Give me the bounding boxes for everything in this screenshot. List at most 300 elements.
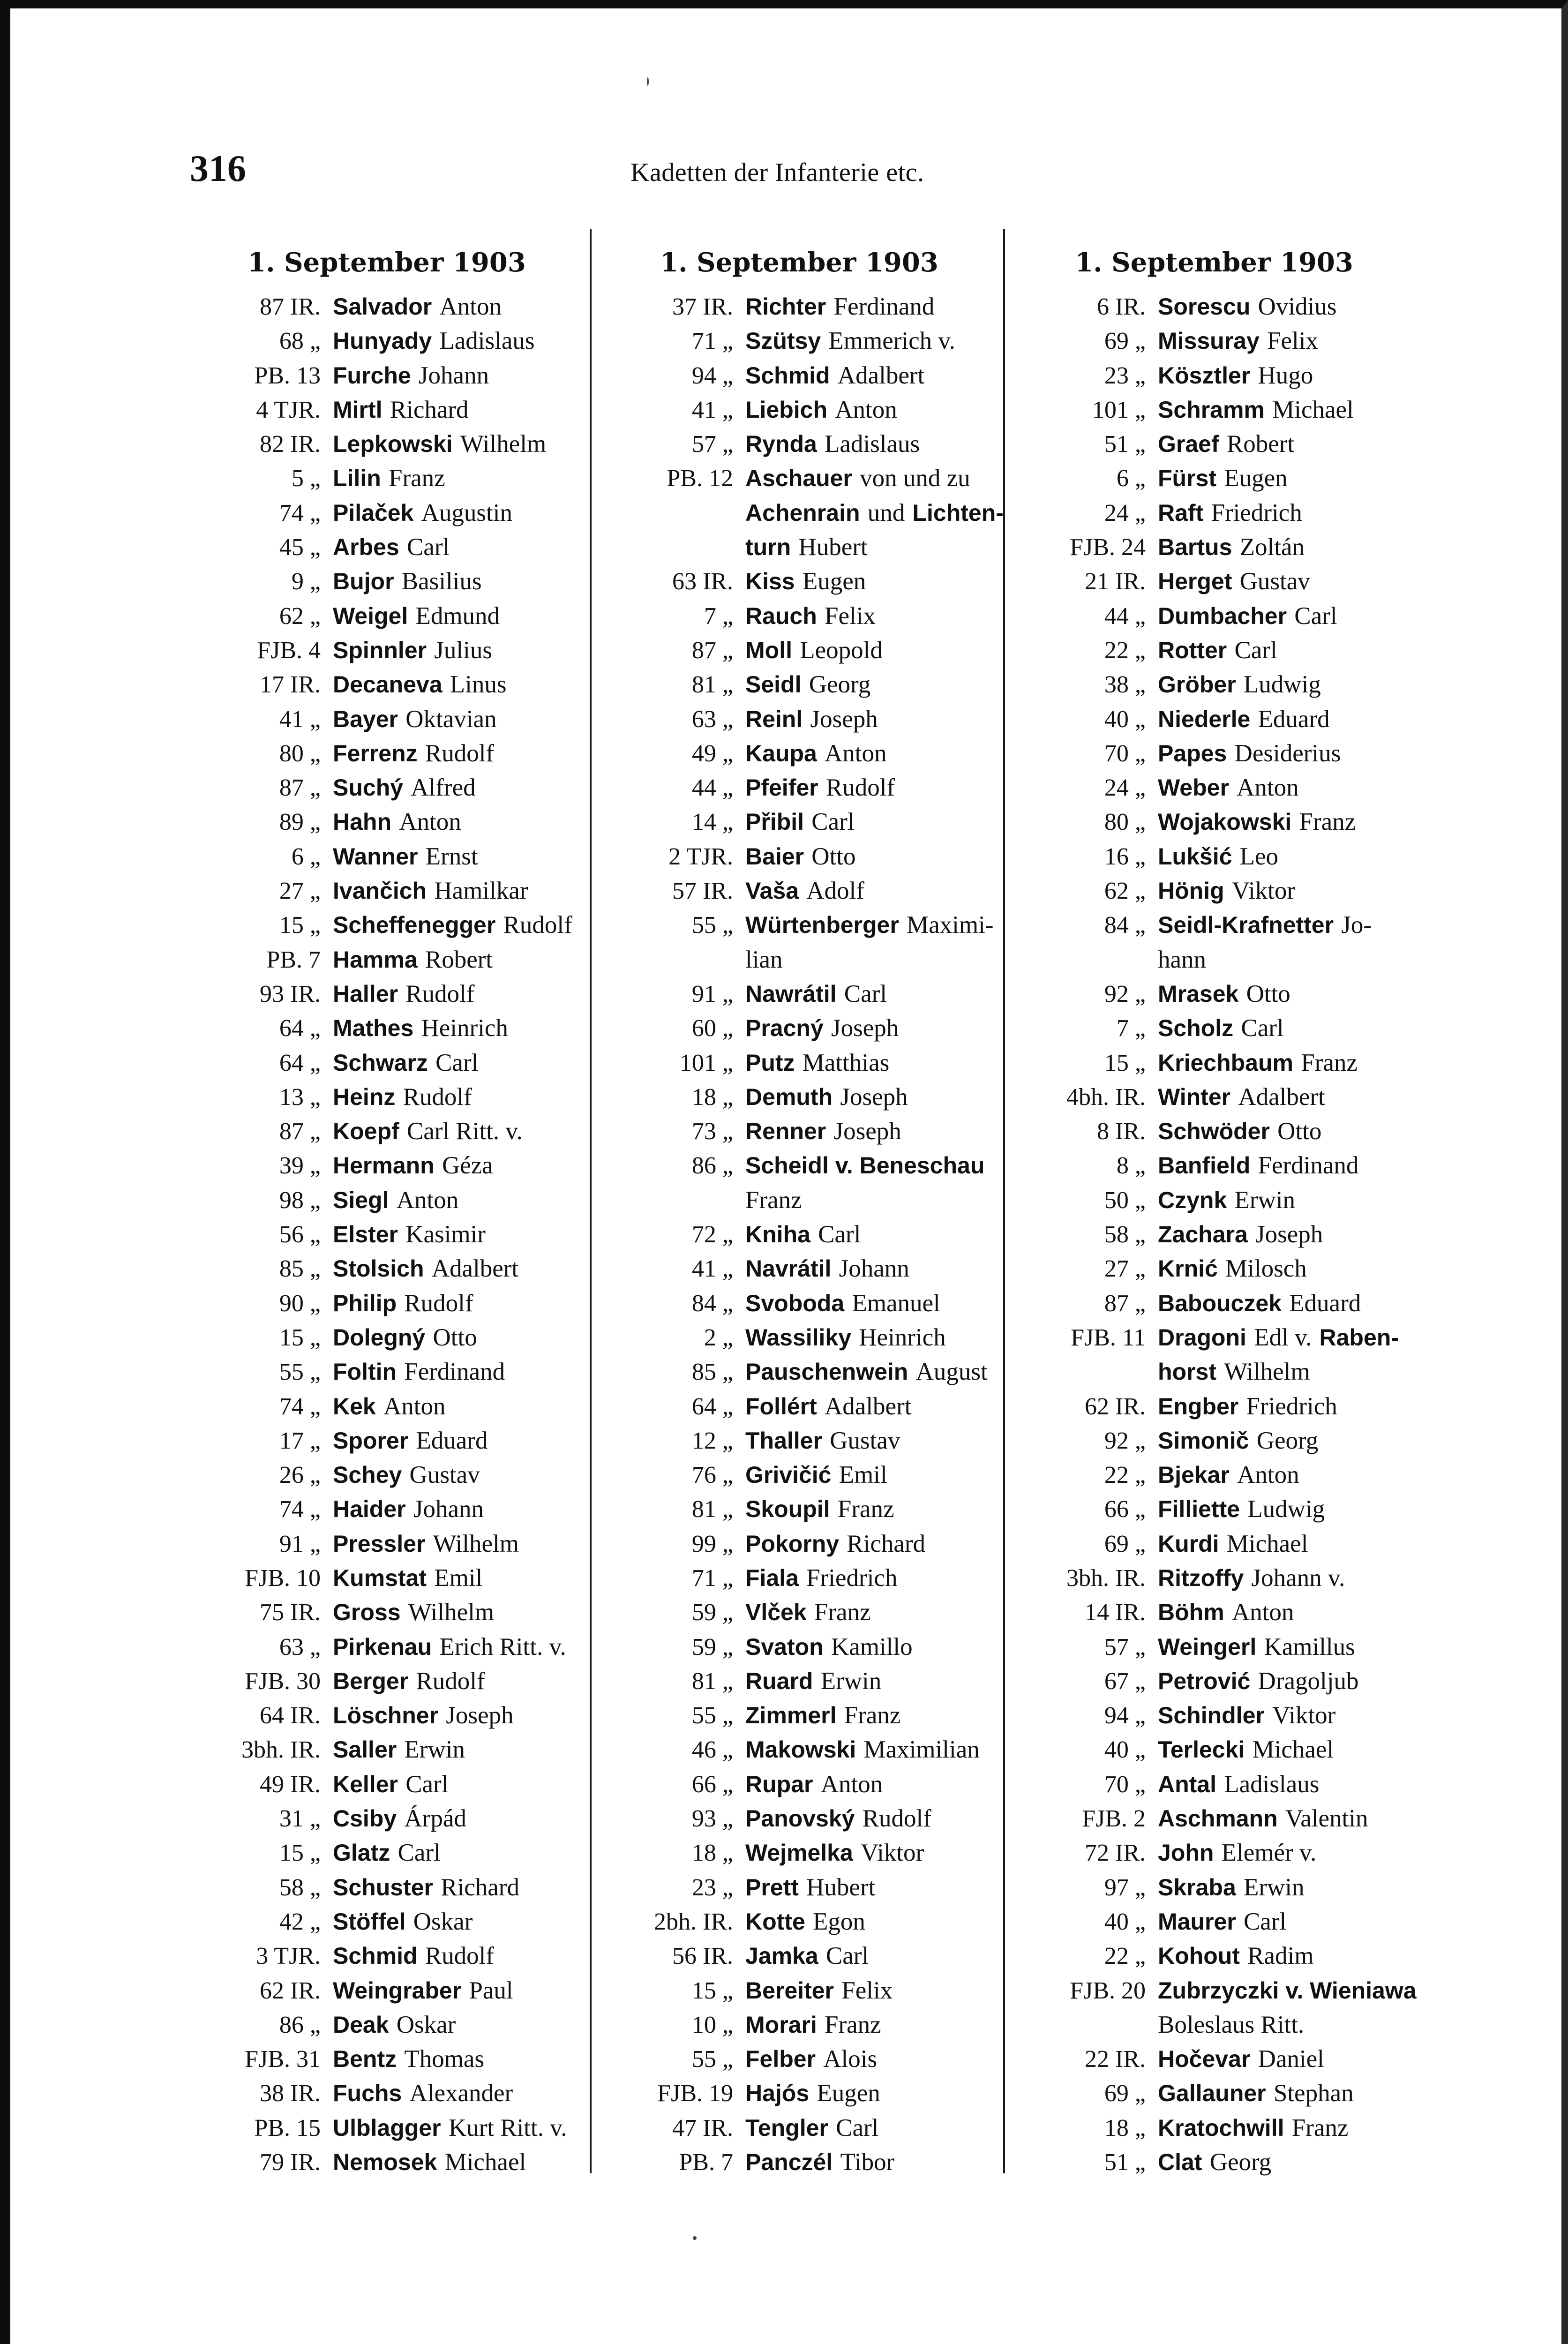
list-item [188, 1080, 586, 1114]
list-item [188, 1974, 586, 2008]
surname: Foltin [333, 1359, 397, 1385]
unit-designation: 74 „ [279, 1393, 321, 1420]
surname: Fuchs [333, 2080, 402, 2107]
surname: Decaneva [333, 671, 443, 698]
name-entry [745, 359, 924, 393]
unit-designation: 8 „ [1116, 1152, 1146, 1180]
given-name: Anton [439, 293, 502, 320]
list-item [1013, 771, 1416, 805]
list-item [600, 1424, 998, 1458]
surname: Pauschenwein [745, 1359, 908, 1385]
surname: Siegl [333, 1187, 389, 1213]
given-name: Adolf [806, 877, 864, 905]
list-item [188, 359, 586, 393]
surname: Lepkowski [333, 431, 453, 458]
unit-designation: 44 „ [1104, 602, 1146, 630]
given-name: Rudolf [403, 1083, 472, 1111]
surname: Czynk [1158, 1187, 1227, 1213]
name-entry [1158, 427, 1294, 461]
given-name: Eduard [1289, 1289, 1361, 1317]
surname: Makowski [745, 1736, 856, 1763]
unit-designation: 67 „ [1104, 1668, 1146, 1695]
surname: Dragoni [1158, 1324, 1246, 1351]
name-entry [333, 874, 528, 908]
name-entry [333, 2145, 526, 2179]
surname: Graef [1158, 431, 1219, 458]
page-number: 316 [190, 148, 246, 189]
name-entry [745, 1767, 883, 1802]
given-name: Kamillus [1264, 1633, 1355, 1660]
name-entry [1158, 1390, 1337, 1424]
given-name: Joseph [833, 1118, 901, 1145]
list-item [600, 805, 998, 839]
list-item [1013, 1149, 1416, 1183]
name-entry [1158, 359, 1313, 393]
name-entry [333, 2076, 513, 2111]
unit-designation: 64 „ [279, 1049, 321, 1076]
unit-designation: 7 „ [704, 602, 733, 630]
list-item [600, 874, 998, 908]
surname: Bjekar [1158, 1462, 1230, 1488]
surname: horst [1158, 1359, 1216, 1385]
unit-designation: 97 „ [1104, 1874, 1146, 1901]
entry-list [600, 290, 1004, 2179]
list-item [1013, 1595, 1416, 1630]
given-name: Johann [418, 361, 489, 389]
given-name: Maximi- [907, 911, 994, 939]
name-entry [745, 599, 876, 633]
name-entry [745, 1424, 900, 1458]
name-entry [333, 668, 506, 702]
name-entry [1158, 736, 1341, 771]
surname: John [1158, 1840, 1214, 1866]
unit-designation: 87 „ [279, 774, 321, 802]
unit-designation: 64 IR. [260, 1702, 321, 1729]
given-name: Zoltán [1239, 533, 1305, 561]
unit-designation: 22 „ [1104, 1462, 1146, 1489]
list-item [188, 1217, 586, 1252]
given-name: Radim [1247, 1942, 1314, 1970]
surname: Pilaček [333, 499, 414, 526]
surname: Winter [1158, 1083, 1231, 1110]
name-entry [333, 1802, 466, 1836]
unit-designation: 62 IR. [1085, 1393, 1146, 1420]
given-name: Carl [836, 2114, 879, 2141]
given-name: Ludwig [1247, 1495, 1325, 1523]
given-name: Árpád [404, 1805, 466, 1833]
list-item [188, 1733, 586, 1767]
unit-designation: 92 „ [1104, 1427, 1146, 1454]
surname-continuation: Raben- [1319, 1324, 1399, 1351]
given-name: Joseph [831, 1014, 899, 1042]
name-entry [745, 427, 920, 461]
given-name: Basilius [401, 568, 482, 595]
list-item [600, 530, 998, 564]
list-item [600, 2145, 998, 2179]
given-name: Johann [839, 1255, 909, 1283]
given-name: Wilhelm [460, 430, 547, 458]
given-name: Franz [745, 1186, 802, 1214]
name-entry [1158, 1286, 1361, 1321]
name-entry [1158, 771, 1299, 805]
unit-designation: 18 „ [1104, 2114, 1146, 2141]
given-name: Adalbert [1238, 1083, 1325, 1111]
given-name: Kasimir [405, 1221, 486, 1248]
given-name: Anton [835, 396, 897, 423]
surname: Kratochwill [1158, 2114, 1284, 2141]
name-entry [1158, 1046, 1358, 1080]
name-entry [333, 1664, 485, 1698]
surname: Thaller [745, 1427, 822, 1454]
name-entry [1158, 668, 1321, 702]
unit-designation: 87 „ [691, 637, 733, 664]
name-entry [745, 668, 870, 702]
name-entry [745, 1114, 901, 1149]
list-item [188, 564, 586, 599]
list-item [1013, 290, 1416, 324]
name-entry [1158, 1355, 1310, 1389]
list-item [600, 1390, 998, 1424]
surname: Bayer [333, 706, 398, 732]
name-entry [1158, 1802, 1368, 1836]
scan-speck [693, 2236, 697, 2240]
unit-designation: 7 „ [1116, 1015, 1146, 1042]
name-entry [333, 2042, 484, 2076]
name-entry [745, 1527, 925, 1561]
given-name: Viktor [860, 1839, 924, 1867]
given-name: Ludwig [1243, 671, 1321, 699]
given-name: Anton [383, 1392, 446, 1420]
name-entry [333, 1561, 482, 1595]
unit-designation: 90 „ [279, 1290, 321, 1317]
list-item [1013, 1630, 1416, 1664]
surname: Grivičić [745, 1462, 832, 1488]
given-name: Emil [839, 1461, 887, 1489]
unit-designation: FJB. 11 [1071, 1324, 1146, 1351]
list-item [600, 1905, 998, 1939]
name-entry [745, 1836, 924, 1870]
name-entry [745, 908, 994, 942]
name-entry [745, 461, 970, 496]
name-entry [1158, 2076, 1354, 2111]
given-name: Wilhelm [433, 1530, 519, 1557]
given-name: Anton [1237, 1461, 1299, 1489]
name-entry [333, 1114, 523, 1149]
name-entry [1158, 1011, 1284, 1045]
name-entry [333, 840, 478, 874]
list-item [1013, 1080, 1416, 1114]
list-item [600, 564, 998, 599]
unit-designation: 72 IR. [1085, 1840, 1146, 1867]
surname: Weingerl [1158, 1633, 1257, 1660]
list-item [188, 2008, 586, 2042]
unit-designation: 40 „ [1104, 1736, 1146, 1764]
unit-designation: 94 „ [1104, 1702, 1146, 1729]
given-name: Friedrich [806, 1564, 898, 1592]
given-name: Richard [847, 1530, 926, 1557]
unit-designation: FJB. 20 [1070, 1977, 1146, 2004]
list-item [188, 805, 586, 839]
list-item [1013, 1355, 1416, 1389]
name-entry [1158, 1321, 1399, 1355]
given-name: Eduard [1258, 705, 1330, 733]
unit-designation: 41 „ [691, 396, 733, 423]
given-name: Friedrich [1211, 499, 1302, 526]
unit-designation: 64 „ [691, 1393, 733, 1420]
given-name: Leo [1239, 842, 1279, 870]
name-entry [1158, 1561, 1345, 1595]
list-item [1013, 1974, 1416, 2008]
given-name: Wilhelm [1224, 1358, 1310, 1386]
surname: Pfeifer [745, 774, 818, 801]
list-item [600, 1114, 998, 1149]
surname: Weingraber [333, 1977, 462, 2004]
unit-designation: 9 „ [291, 568, 321, 595]
list-item [600, 324, 998, 358]
surname: Schramm [1158, 396, 1265, 423]
list-item [1013, 1664, 1416, 1698]
list-item [600, 1836, 998, 1870]
name-entry [1158, 1630, 1355, 1664]
unit-designation: 74 „ [279, 1496, 321, 1523]
list-item [188, 1664, 586, 1698]
surname: Seidl-Krafnetter [1158, 912, 1334, 939]
list-item [1013, 393, 1416, 427]
given-name: Carl [1241, 1014, 1284, 1042]
name-entry [1158, 2145, 1271, 2179]
given-name: Hubert [806, 1873, 876, 1901]
name-entry [333, 427, 546, 461]
list-item [600, 2111, 998, 2145]
unit-designation: 14 IR. [1085, 1599, 1146, 1626]
surname: Ivančich [333, 878, 427, 904]
given-name: Anton [399, 808, 461, 836]
name-entry [333, 1595, 494, 1630]
surname: Missuray [1158, 328, 1260, 354]
name-entry [1158, 1527, 1308, 1561]
name-entry [745, 2042, 877, 2076]
list-item [188, 1767, 586, 1802]
surname: Demuth [745, 1083, 833, 1110]
given-name: Rudolf [416, 1667, 485, 1695]
surname: Rauch [745, 602, 817, 629]
given-name: Erwin [1244, 1873, 1305, 1901]
list-item [600, 1871, 998, 1905]
list-item [600, 633, 998, 668]
name-entry [1158, 1114, 1321, 1149]
surname: Achenrain [745, 499, 860, 526]
name-entry [333, 805, 461, 839]
surname: Hönig [1158, 878, 1224, 904]
surname: Rupar [745, 1771, 813, 1797]
name-entry [333, 2008, 456, 2042]
name-entry [745, 943, 782, 977]
given-name: Heinrich [421, 1014, 508, 1042]
name-entry [745, 1011, 899, 1045]
surname: Gross [333, 1599, 401, 1626]
list-item [188, 1492, 586, 1526]
surname: Weigel [333, 602, 408, 629]
given-name: Eduard [416, 1427, 488, 1454]
unit-designation: PB. 15 [254, 2114, 321, 2141]
surname: Sporer [333, 1427, 409, 1454]
surname: Salvador [333, 293, 432, 320]
name-entry [745, 1561, 897, 1595]
name-entry [745, 1905, 865, 1939]
list-item [1013, 2145, 1416, 2179]
name-entry [745, 1871, 875, 1905]
given-name: Adalbert [825, 1392, 912, 1420]
surname: Antal [1158, 1771, 1216, 1797]
unit-designation: 85 „ [279, 1255, 321, 1283]
surname: Rotter [1158, 637, 1227, 663]
list-item [600, 599, 998, 633]
surname: Mathes [333, 1015, 414, 1042]
given-name: Erwin [1234, 1186, 1296, 1214]
list-item [600, 977, 998, 1011]
given-name: Ferdinand [404, 1358, 505, 1386]
name-entry [333, 1046, 478, 1080]
name-entry [745, 1183, 802, 1217]
list-item [600, 1355, 998, 1389]
unit-designation: 6 IR. [1097, 293, 1146, 320]
given-name: Richard [441, 1873, 519, 1901]
given-name: Robert [1226, 430, 1295, 458]
surname: Vaša [745, 878, 799, 904]
surname: Keller [333, 1771, 398, 1797]
unit-designation: 91 „ [691, 980, 733, 1007]
given-name: Rudolf [825, 774, 895, 802]
surname: Zubrzyczki v. Wieniawa [1158, 1977, 1417, 2004]
surname: Pracný [745, 1015, 824, 1042]
unit-designation: 55 „ [691, 2046, 733, 2073]
given-name: Friedrich [1246, 1392, 1337, 1420]
list-item [188, 1149, 586, 1183]
surname: Sorescu [1158, 293, 1251, 320]
surname: Bentz [333, 2046, 397, 2073]
list-item [1013, 1561, 1416, 1595]
given-name: Joseph [1255, 1221, 1323, 1248]
scan-speck [647, 77, 649, 86]
surname: Skoupil [745, 1496, 830, 1523]
surname: Haller [333, 980, 398, 1007]
given-name: Hamilkar [434, 877, 528, 905]
unit-designation: 87 „ [1104, 1290, 1146, 1317]
surname: Skraba [1158, 1874, 1236, 1901]
surname: Koepf [333, 1118, 399, 1145]
surname-continuation: Lichten- [912, 499, 1004, 526]
list-item [1013, 564, 1416, 599]
given-name: Desiderius [1234, 739, 1341, 767]
surname: Svaton [745, 1633, 824, 1660]
unit-designation: 81 „ [691, 1496, 733, 1523]
given-name: Eugen [1224, 465, 1288, 492]
surname: Vlček [745, 1599, 807, 1626]
surname: turn [745, 534, 791, 561]
given-name: Michael [444, 2149, 526, 2176]
list-item [600, 702, 998, 736]
given-name: Elemér v. [1221, 1839, 1317, 1867]
given-name: Otto [1277, 1118, 1322, 1145]
name-entry [1158, 2042, 1324, 2076]
surname: Stolsich [333, 1255, 424, 1282]
unit-designation: 3bh. IR. [241, 1736, 321, 1764]
list-item [188, 1355, 586, 1389]
name-entry [1158, 805, 1356, 839]
list-item [1013, 324, 1416, 358]
given-name: Valentin [1285, 1805, 1368, 1833]
unit-designation: 99 „ [691, 1530, 733, 1557]
list-item [1013, 1114, 1416, 1149]
surname: Kotte [745, 1908, 805, 1935]
name-entry [1158, 702, 1330, 736]
unit-designation: 10 „ [691, 2011, 733, 2038]
given-name: Heinrich [859, 1323, 946, 1351]
list-item [1013, 1527, 1416, 1561]
unit-designation: FJB. 2 [1082, 1805, 1146, 1833]
unit-designation: 75 IR. [260, 1599, 321, 1626]
surname: Mrasek [1158, 980, 1239, 1007]
given-name: Alois [823, 2045, 878, 2073]
list-item [600, 736, 998, 771]
list-item [600, 1595, 998, 1630]
given-name: Tibor [840, 2149, 895, 2176]
surname: Saller [333, 1736, 397, 1763]
unit-designation: 55 „ [691, 1702, 733, 1729]
surname: Petrović [1158, 1668, 1251, 1694]
unit-designation: 40 „ [1104, 1908, 1146, 1935]
given-name: Emmerich v. [828, 327, 955, 355]
unit-designation: 72 „ [691, 1221, 733, 1248]
name-entry [1158, 1836, 1316, 1870]
name-entry [745, 805, 855, 839]
unit-designation: 62 „ [1104, 878, 1146, 905]
surname: Bujor [333, 568, 394, 595]
surname: Heinz [333, 1083, 396, 1110]
name-entry [745, 702, 878, 736]
given-name: Milosch [1225, 1255, 1307, 1283]
given-name: Géza [442, 1152, 493, 1180]
name-entry [745, 1698, 900, 1733]
given-name: Michael [1272, 396, 1354, 423]
running-head: Kadetten der Infanterie etc. [630, 158, 924, 187]
list-item [1013, 1252, 1416, 1286]
list-item [1013, 1458, 1416, 1492]
list-item [1013, 1733, 1416, 1767]
name-entry [1158, 496, 1302, 530]
surname: Kriechbaum [1158, 1049, 1293, 1076]
unit-designation: 22 „ [1104, 1943, 1146, 1970]
surname: Dumbacher [1158, 602, 1287, 629]
surname: Bereiter [745, 1977, 834, 2004]
surname: Moll [745, 637, 792, 663]
surname: Ferrenz [333, 740, 418, 766]
surname: Hamma [333, 946, 418, 973]
list-item [188, 1698, 586, 1733]
list-item [1013, 977, 1416, 1011]
given-name: Gustav [830, 1427, 900, 1454]
column-2 [600, 244, 1004, 2179]
name-entry [1158, 1905, 1286, 1939]
surname: Bartus [1158, 534, 1232, 561]
name-entry [745, 874, 864, 908]
list-item [600, 393, 998, 427]
list-item [600, 1217, 998, 1252]
unit-designation: 91 „ [279, 1530, 321, 1557]
given-name: Franz [1301, 1049, 1358, 1076]
unit-designation: 93 IR. [260, 980, 321, 1007]
list-item [600, 2008, 998, 2042]
